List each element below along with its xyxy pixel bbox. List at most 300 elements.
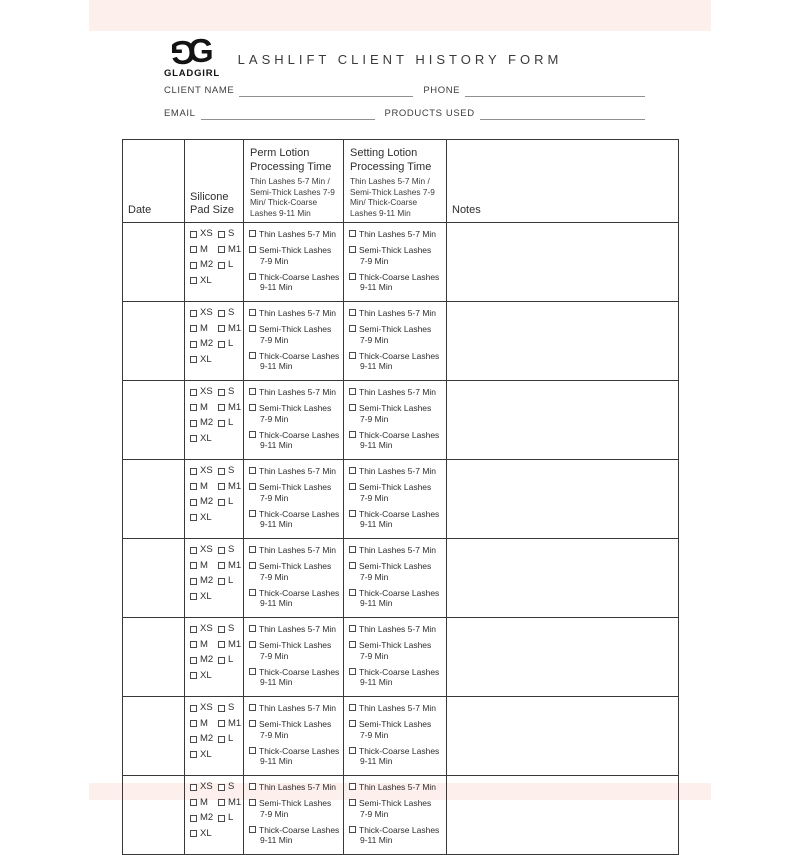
checkbox-icon[interactable]	[349, 230, 356, 237]
pad-option-l[interactable]	[218, 339, 241, 349]
checkbox-icon[interactable]	[190, 641, 197, 648]
checkbox-icon[interactable]	[249, 799, 256, 806]
setting-option-thick-coarse[interactable]	[349, 825, 443, 846]
pad-option-label: S	[228, 228, 235, 239]
checkbox-icon[interactable]	[190, 468, 197, 475]
perm-lotion-title: Perm Lotion Processing Time	[250, 147, 332, 173]
pad-option-m2[interactable]	[190, 418, 218, 428]
pad-option-m2[interactable]	[190, 734, 218, 744]
checkbox-icon[interactable]	[190, 246, 197, 253]
perm-option-semi-thick[interactable]	[249, 324, 340, 345]
pad-option-xl[interactable]	[190, 671, 218, 681]
perm-option-thick-coarse[interactable]	[249, 825, 340, 846]
checkbox-icon[interactable]	[349, 404, 356, 411]
setting-lotion-cell	[344, 776, 447, 855]
setting-option-thin[interactable]	[349, 703, 443, 714]
perm-option-thick-coarse[interactable]	[249, 667, 340, 688]
checkbox-icon[interactable]	[249, 562, 256, 569]
pad-option-l[interactable]	[218, 260, 241, 270]
checkbox-icon[interactable]	[249, 273, 256, 280]
pad-option-xl[interactable]	[190, 434, 218, 444]
page-title: LASHLIFT CLIENT HISTORY FORM	[237, 52, 563, 67]
perm-option-semi-thick[interactable]	[249, 561, 340, 582]
checkbox-icon[interactable]	[349, 483, 356, 490]
setting-option-semi-thick[interactable]	[349, 640, 443, 661]
checkbox-icon[interactable]	[190, 341, 197, 348]
checkbox-icon[interactable]	[249, 404, 256, 411]
pad-option-s[interactable]	[218, 387, 241, 397]
pad-option-xl[interactable]	[190, 513, 218, 523]
pad-option-m[interactable]	[190, 403, 218, 413]
checkbox-icon[interactable]	[349, 467, 356, 474]
perm-option-semi-thick[interactable]	[249, 482, 340, 503]
option-label: Thin Lashes 5-7 Min	[259, 782, 337, 792]
checkbox-icon[interactable]	[349, 668, 356, 675]
option-label: Thick-Coarse Lashes	[259, 587, 340, 598]
email-input-line[interactable]	[201, 108, 375, 120]
pad-option-m1[interactable]	[218, 245, 241, 255]
checkbox-icon[interactable]	[190, 547, 197, 554]
checkbox-icon[interactable]	[349, 783, 356, 790]
option-label: Semi-Thick Lashes	[259, 245, 332, 255]
products-used-input-line[interactable]	[480, 108, 645, 120]
checkbox-icon[interactable]	[249, 246, 256, 253]
pad-option-m2[interactable]	[190, 260, 218, 270]
checkbox-icon[interactable]	[190, 562, 197, 569]
checkbox-icon[interactable]	[349, 325, 356, 332]
setting-option-thick-coarse[interactable]	[349, 351, 443, 372]
table-row	[123, 302, 679, 381]
checkbox-icon[interactable]	[249, 388, 256, 395]
checkbox-icon[interactable]	[218, 657, 225, 664]
pad-option-label: XS	[200, 623, 213, 634]
checkbox-icon[interactable]	[190, 262, 197, 269]
option-label-line2: 7-9 Min	[360, 492, 389, 503]
checkbox-icon[interactable]	[218, 404, 225, 411]
checkbox-icon[interactable]	[218, 310, 225, 317]
pad-option-xl[interactable]	[190, 276, 218, 286]
option-label: Thick-Coarse Lashes	[259, 745, 340, 756]
checkbox-icon[interactable]	[249, 625, 256, 632]
setting-option-semi-thick[interactable]	[349, 403, 443, 424]
notes-cell[interactable]	[447, 381, 679, 460]
perm-option-thick-coarse[interactable]	[249, 351, 340, 372]
pad-option-s[interactable]	[218, 624, 241, 634]
pad-option-label: XS	[200, 544, 213, 555]
pad-option-s[interactable]	[218, 545, 241, 555]
checkbox-icon[interactable]	[349, 546, 356, 553]
setting-option-thin[interactable]	[349, 545, 443, 556]
perm-option-thick-coarse[interactable]	[249, 746, 340, 767]
pad-option-label: M1	[228, 559, 242, 571]
checkbox-icon[interactable]	[249, 589, 256, 596]
checkbox-icon[interactable]	[249, 641, 256, 648]
pad-option-label: S	[228, 781, 235, 792]
pad-option-m1[interactable]	[218, 798, 241, 808]
checkbox-icon[interactable]	[218, 231, 225, 238]
checkbox-icon[interactable]	[218, 325, 225, 332]
setting-option-thin[interactable]	[349, 308, 443, 319]
checkbox-icon[interactable]	[249, 309, 256, 316]
perm-option-thin[interactable]	[249, 703, 340, 714]
option-label: Semi-Thick Lashes	[259, 403, 332, 413]
pad-option-m2[interactable]	[190, 497, 218, 507]
checkbox-icon[interactable]	[218, 578, 225, 585]
pad-option-xs[interactable]	[190, 466, 218, 476]
perm-option-thick-coarse[interactable]	[249, 588, 340, 609]
pad-option-l[interactable]	[218, 418, 241, 428]
checkbox-icon[interactable]	[190, 310, 197, 317]
setting-option-semi-thick[interactable]	[349, 798, 443, 819]
checkbox-icon[interactable]	[218, 815, 225, 822]
perm-option-thin[interactable]	[249, 466, 340, 477]
pad-option-xl[interactable]	[190, 750, 218, 760]
pad-option-m2[interactable]	[190, 576, 218, 586]
pad-option-label: M1	[228, 638, 242, 650]
checkbox-icon[interactable]	[249, 325, 256, 332]
checkbox-icon[interactable]	[218, 468, 225, 475]
checkbox-icon[interactable]	[349, 589, 356, 596]
setting-option-semi-thick[interactable]	[349, 324, 443, 345]
date-cell[interactable]	[123, 223, 185, 302]
perm-option-thick-coarse[interactable]	[249, 430, 340, 451]
checkbox-icon[interactable]	[218, 705, 225, 712]
pad-option-xs[interactable]	[190, 703, 218, 713]
setting-option-semi-thick[interactable]	[349, 719, 443, 740]
pad-option-m2[interactable]	[190, 339, 218, 349]
pad-option-label: XS	[200, 307, 213, 318]
pad-option-l[interactable]	[218, 655, 241, 665]
setting-option-thin[interactable]	[349, 229, 443, 240]
checkbox-icon[interactable]	[249, 230, 256, 237]
checkbox-icon[interactable]	[218, 262, 225, 269]
checkbox-icon[interactable]	[218, 641, 225, 648]
perm-option-thick-coarse[interactable]	[249, 509, 340, 530]
checkbox-icon[interactable]	[249, 826, 256, 833]
setting-lotion-cell	[344, 381, 447, 460]
checkbox-icon[interactable]	[190, 736, 197, 743]
pad-option-label: M2	[200, 575, 214, 586]
checkbox-icon[interactable]	[349, 704, 356, 711]
checkbox-icon[interactable]	[190, 626, 197, 633]
setting-option-thick-coarse[interactable]	[349, 588, 443, 609]
option-label: Semi-Thick Lashes	[259, 482, 332, 492]
pad-option-label: XS	[200, 386, 213, 397]
checkbox-icon[interactable]	[218, 420, 225, 427]
perm-option-thin[interactable]	[249, 229, 340, 240]
checkbox-icon[interactable]	[190, 514, 197, 521]
date-cell[interactable]	[123, 539, 185, 618]
checkbox-icon[interactable]	[218, 246, 225, 253]
pad-option-xl[interactable]	[190, 829, 218, 839]
notes-cell[interactable]	[447, 539, 679, 618]
perm-option-thin[interactable]	[249, 545, 340, 556]
checkbox-icon[interactable]	[249, 352, 256, 359]
checkbox-icon[interactable]	[218, 547, 225, 554]
checkbox-icon[interactable]	[218, 784, 225, 791]
option-label: Thin Lashes 5-7 Min	[359, 466, 437, 476]
phone-label: PHONE	[423, 85, 461, 96]
pad-option-s[interactable]	[218, 466, 241, 476]
option-label-line2: 7-9 Min	[360, 729, 389, 740]
table-row	[123, 381, 679, 460]
setting-lotion-cell	[344, 223, 447, 302]
checkbox-icon[interactable]	[190, 593, 197, 600]
checkbox-icon[interactable]	[190, 356, 197, 363]
perm-lotion-cell	[244, 776, 344, 855]
date-cell[interactable]	[123, 618, 185, 697]
checkbox-icon[interactable]	[190, 751, 197, 758]
pad-option-m1[interactable]	[218, 324, 241, 334]
perm-option-thin[interactable]	[249, 624, 340, 635]
pad-option-m2[interactable]	[190, 813, 218, 823]
pad-option-m[interactable]	[190, 640, 218, 650]
pad-option-m1[interactable]	[218, 403, 241, 413]
checkbox-icon[interactable]	[190, 720, 197, 727]
option-label: Thin Lashes 5-7 Min	[359, 782, 437, 792]
pad-option-xl[interactable]	[190, 355, 218, 365]
checkbox-icon[interactable]	[249, 720, 256, 727]
perm-option-semi-thick[interactable]	[249, 798, 340, 819]
checkbox-icon[interactable]	[190, 830, 197, 837]
checkbox-icon[interactable]	[349, 352, 356, 359]
pad-option-xs[interactable]	[190, 545, 218, 555]
date-cell[interactable]	[123, 697, 185, 776]
pad-option-l[interactable]	[218, 497, 241, 507]
setting-option-thick-coarse[interactable]	[349, 430, 443, 451]
checkbox-icon[interactable]	[218, 799, 225, 806]
checkbox-icon[interactable]	[218, 562, 225, 569]
setting-option-thick-coarse[interactable]	[349, 667, 443, 688]
perm-option-thin[interactable]	[249, 782, 340, 793]
checkbox-icon[interactable]	[218, 720, 225, 727]
checkbox-icon[interactable]	[249, 467, 256, 474]
pad-option-l[interactable]	[218, 734, 241, 744]
pad-option-xs[interactable]	[190, 229, 218, 239]
setting-option-thick-coarse[interactable]	[349, 509, 443, 530]
pad-option-s[interactable]	[218, 703, 241, 713]
checkbox-icon[interactable]	[190, 815, 197, 822]
option-label-line2: 7-9 Min	[260, 334, 289, 345]
pad-option-s[interactable]	[218, 229, 241, 239]
pad-option-m2[interactable]	[190, 655, 218, 665]
setting-option-thin[interactable]	[349, 782, 443, 793]
checkbox-icon[interactable]	[190, 499, 197, 506]
checkbox-icon[interactable]	[249, 510, 256, 517]
pad-option-label: M	[200, 559, 208, 571]
notes-cell[interactable]	[447, 223, 679, 302]
pad-option-label: L	[228, 417, 234, 428]
pad-option-label: M2	[200, 812, 214, 823]
notes-cell[interactable]	[447, 460, 679, 539]
checkbox-icon[interactable]	[218, 736, 225, 743]
client-name-input-line[interactable]	[239, 85, 413, 97]
setting-lotion-column-header	[344, 140, 447, 223]
checkbox-icon[interactable]	[249, 668, 256, 675]
checkbox-icon[interactable]	[349, 562, 356, 569]
checkbox-icon[interactable]	[349, 641, 356, 648]
perm-option-semi-thick[interactable]	[249, 640, 340, 661]
client-name-label: CLIENT NAME	[164, 85, 235, 96]
checkbox-icon[interactable]	[249, 483, 256, 490]
option-label-line2: 9-11 Min	[360, 756, 393, 766]
option-label: Semi-Thick Lashes	[259, 640, 332, 650]
checkbox-icon[interactable]	[349, 799, 356, 806]
option-label-line2: 9-11 Min	[360, 440, 393, 450]
setting-option-thick-coarse[interactable]	[349, 746, 443, 767]
checkbox-icon[interactable]	[349, 309, 356, 316]
date-cell[interactable]	[123, 381, 185, 460]
date-cell[interactable]	[123, 302, 185, 381]
monogram-left-g: G	[170, 34, 196, 71]
option-label-line2: 9-11 Min	[260, 756, 293, 766]
checkbox-icon[interactable]	[349, 826, 356, 833]
checkbox-icon[interactable]	[190, 404, 197, 411]
checkbox-icon[interactable]	[190, 799, 197, 806]
setting-option-thin[interactable]	[349, 624, 443, 635]
checkbox-icon[interactable]	[218, 626, 225, 633]
pad-option-xs[interactable]	[190, 624, 218, 634]
pad-option-label: S	[228, 623, 235, 634]
checkbox-icon[interactable]	[249, 546, 256, 553]
table-row	[123, 539, 679, 618]
pad-size-cell	[185, 776, 244, 855]
pad-option-m[interactable]	[190, 719, 218, 729]
perm-option-thin[interactable]	[249, 387, 340, 398]
checkbox-icon[interactable]	[190, 657, 197, 664]
option-label: Thin Lashes 5-7 Min	[359, 703, 437, 713]
phone-input-line[interactable]	[465, 85, 645, 97]
pad-option-m[interactable]	[190, 482, 218, 492]
pad-option-m[interactable]	[190, 324, 218, 334]
setting-lotion-cell	[344, 302, 447, 381]
setting-option-semi-thick[interactable]	[349, 245, 443, 266]
pad-option-label: M2	[200, 733, 214, 744]
notes-cell[interactable]	[447, 697, 679, 776]
pad-option-label: M	[200, 243, 208, 255]
pad-option-xl[interactable]	[190, 592, 218, 602]
option-label-line2: 9-11 Min	[260, 677, 293, 687]
pad-option-s[interactable]	[218, 782, 241, 792]
pad-option-l[interactable]	[218, 813, 241, 823]
notes-cell[interactable]	[447, 618, 679, 697]
checkbox-icon[interactable]	[190, 277, 197, 284]
checkbox-icon[interactable]	[190, 325, 197, 332]
setting-option-semi-thick[interactable]	[349, 561, 443, 582]
perm-option-semi-thick[interactable]	[249, 403, 340, 424]
pad-option-m[interactable]	[190, 245, 218, 255]
checkbox-icon[interactable]	[218, 389, 225, 396]
checkbox-icon[interactable]	[218, 483, 225, 490]
pad-option-m1[interactable]	[218, 561, 241, 571]
option-label: Thin Lashes 5-7 Min	[259, 229, 337, 239]
checkbox-icon[interactable]	[249, 783, 256, 790]
setting-option-semi-thick[interactable]	[349, 482, 443, 503]
checkbox-icon[interactable]	[190, 389, 197, 396]
checkbox-icon[interactable]	[349, 510, 356, 517]
pad-size-options	[190, 545, 240, 602]
option-label: Thin Lashes 5-7 Min	[259, 624, 337, 634]
checkbox-icon[interactable]	[190, 231, 197, 238]
pad-option-label: XL	[200, 669, 212, 681]
notes-cell[interactable]	[447, 302, 679, 381]
option-label: Semi-Thick Lashes	[359, 640, 432, 650]
option-label: Thick-Coarse Lashes	[359, 666, 440, 677]
option-label: Thin Lashes 5-7 Min	[259, 308, 337, 318]
perm-option-semi-thick[interactable]	[249, 245, 340, 266]
setting-option-thin[interactable]	[349, 387, 443, 398]
option-label: Thin Lashes 5-7 Min	[259, 387, 337, 397]
pad-option-label: M1	[228, 717, 242, 729]
checkbox-icon[interactable]	[218, 341, 225, 348]
option-label: Thin Lashes 5-7 Min	[259, 466, 337, 476]
checkbox-icon[interactable]	[190, 672, 197, 679]
pad-option-xs[interactable]	[190, 387, 218, 397]
option-label: Thin Lashes 5-7 Min	[359, 624, 437, 634]
option-label-line2: 9-11 Min	[360, 361, 393, 371]
checkbox-icon[interactable]	[190, 784, 197, 791]
checkbox-icon[interactable]	[190, 483, 197, 490]
notes-column-header: Notes	[447, 140, 679, 223]
checkbox-icon[interactable]	[349, 625, 356, 632]
checkbox-icon[interactable]	[190, 578, 197, 585]
pad-option-m1[interactable]	[218, 482, 241, 492]
field-row-email-products	[164, 107, 645, 120]
checkbox-icon[interactable]	[349, 246, 356, 253]
pad-option-label: M1	[228, 480, 242, 492]
checkbox-icon[interactable]	[190, 435, 197, 442]
checkbox-icon[interactable]	[349, 720, 356, 727]
setting-option-thick-coarse[interactable]	[349, 272, 443, 293]
pad-option-label: M2	[200, 654, 214, 665]
setting-option-thin[interactable]	[349, 466, 443, 477]
option-label: Semi-Thick Lashes	[359, 561, 432, 571]
pad-option-m[interactable]	[190, 798, 218, 808]
checkbox-icon[interactable]	[249, 431, 256, 438]
notes-cell[interactable]	[447, 776, 679, 855]
checkbox-icon[interactable]	[349, 388, 356, 395]
pad-option-m1[interactable]	[218, 719, 241, 729]
pad-option-xs[interactable]	[190, 308, 218, 318]
checkbox-icon[interactable]	[349, 747, 356, 754]
pad-option-m1[interactable]	[218, 640, 241, 650]
date-cell[interactable]	[123, 776, 185, 855]
option-label: Thin Lashes 5-7 Min	[359, 387, 437, 397]
checkbox-icon[interactable]	[218, 499, 225, 506]
checkbox-icon[interactable]	[249, 704, 256, 711]
perm-option-semi-thick[interactable]	[249, 719, 340, 740]
option-label: Semi-Thick Lashes	[359, 482, 432, 492]
perm-lotion-cell	[244, 302, 344, 381]
date-cell[interactable]	[123, 460, 185, 539]
option-label: Thick-Coarse Lashes	[359, 271, 440, 282]
perm-option-thick-coarse[interactable]	[249, 272, 340, 293]
checkbox-icon[interactable]	[349, 431, 356, 438]
pad-option-label: S	[228, 386, 235, 397]
pad-option-s[interactable]	[218, 308, 241, 318]
checkbox-icon[interactable]	[190, 420, 197, 427]
pad-option-label: M1	[228, 401, 242, 413]
option-label-line2: 9-11 Min	[260, 835, 293, 845]
checkbox-icon[interactable]	[190, 705, 197, 712]
checkbox-icon[interactable]	[349, 273, 356, 280]
perm-option-thin[interactable]	[249, 308, 340, 319]
option-label: Thick-Coarse Lashes	[259, 350, 340, 361]
pad-option-m[interactable]	[190, 561, 218, 571]
pad-option-xs[interactable]	[190, 782, 218, 792]
pad-option-l[interactable]	[218, 576, 241, 586]
checkbox-icon[interactable]	[249, 747, 256, 754]
